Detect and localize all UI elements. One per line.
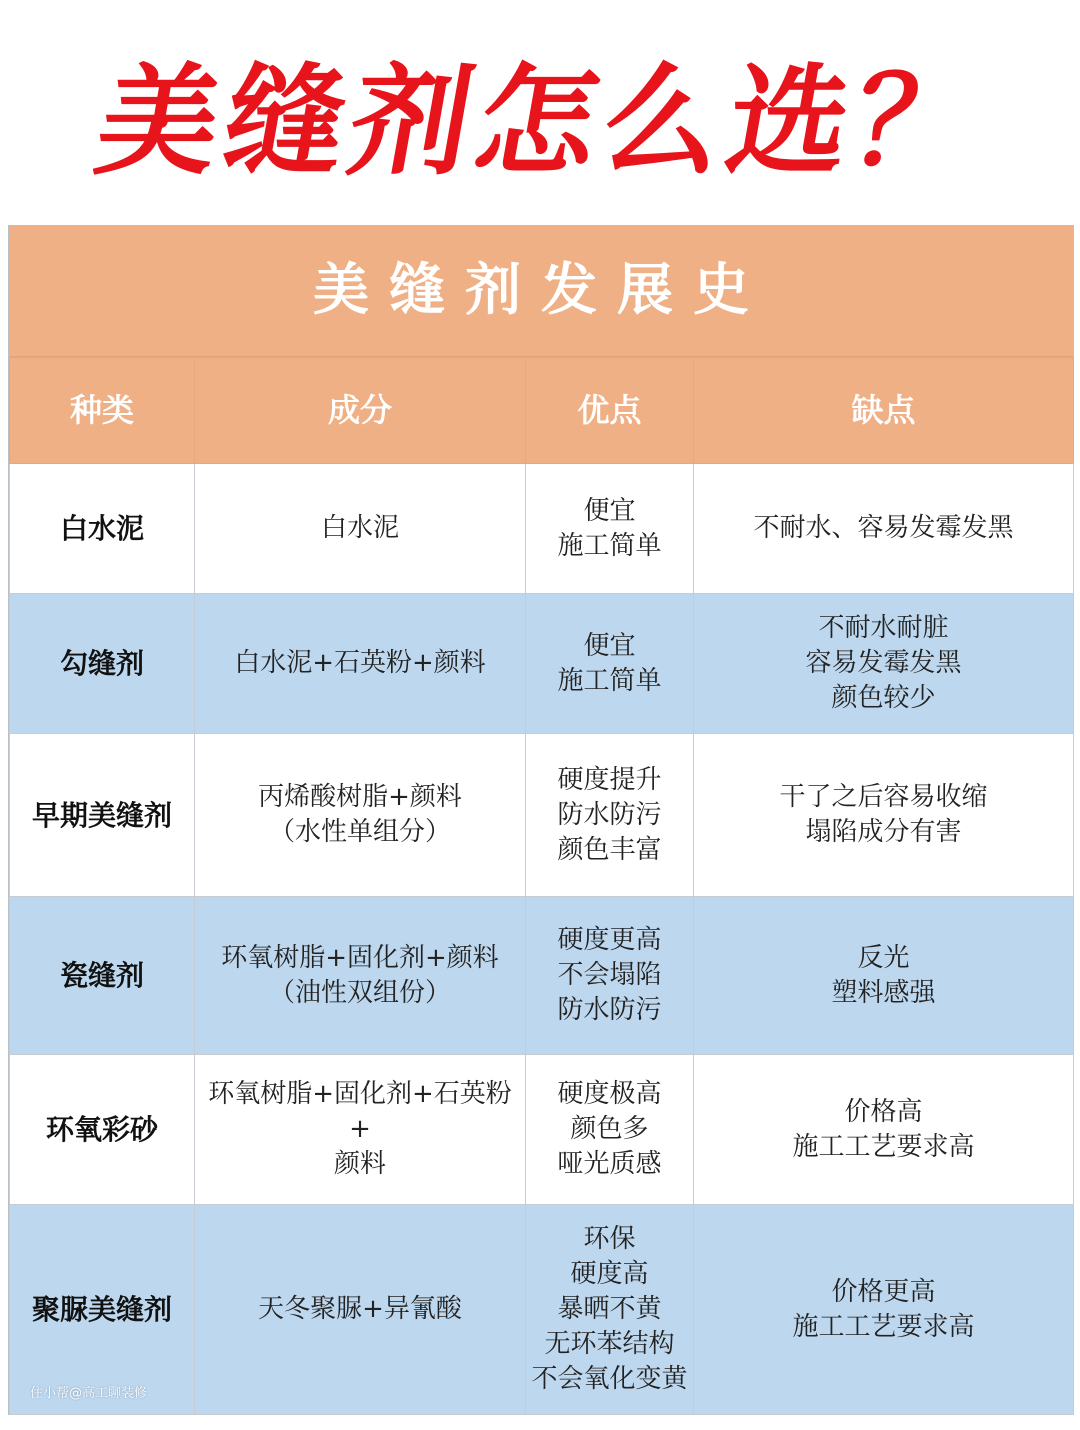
con-line: 干了之后容易收缩 — [779, 782, 988, 812]
cell-cons — [694, 897, 1074, 1055]
cell-pros — [526, 594, 694, 734]
cell-pros — [526, 897, 694, 1055]
header-kind: 种类 — [10, 358, 195, 464]
ingredient-line: （油性双组份） — [268, 977, 451, 1008]
cell-cons — [694, 734, 1074, 897]
pro-line: 颜色多 — [570, 1114, 649, 1144]
comparison-table — [9, 357, 1074, 1415]
cell-pros — [526, 1205, 694, 1415]
ingredient-line: 颜料 — [333, 1149, 386, 1179]
cell-ingredients — [195, 464, 526, 594]
cell-cons — [694, 594, 1074, 734]
con-line: 施工工艺要求高 — [792, 1131, 975, 1162]
pro-line: 硬度高 — [570, 1259, 649, 1289]
table-row — [10, 594, 1074, 734]
ingredient-line: 丙烯酸树脂+颜料 — [258, 782, 462, 812]
cell-pros — [526, 464, 694, 594]
history-table — [8, 225, 1074, 1415]
cell-kind: 环氧彩砂 — [10, 1055, 195, 1205]
con-line: 施工工艺要求高 — [792, 1311, 975, 1342]
cell-cons — [694, 464, 1074, 594]
pro-line: 硬度提升 — [557, 764, 662, 795]
cell-kind: 勾缝剂 — [10, 594, 195, 734]
pro-line: 施工简单 — [557, 530, 662, 561]
cell-pros — [526, 1055, 694, 1205]
table-row — [10, 464, 1074, 594]
pro-line: 颜色丰富 — [557, 834, 662, 865]
ingredient-line: 环氧树脂+固化剂+颜料 — [221, 942, 499, 973]
pro-line: 环保 — [583, 1224, 636, 1254]
pro-line: 不会氧化变黄 — [531, 1364, 688, 1394]
con-line: 不耐水、容易发霉发黑 — [753, 513, 1014, 543]
header-row — [10, 358, 1074, 464]
con-line: 容易发霉发黑 — [805, 648, 962, 678]
header-pros: 优点 — [526, 358, 694, 464]
cell-ingredients — [195, 594, 526, 734]
cell-kind: 聚脲美缝剂 — [10, 1205, 195, 1415]
pro-line: 施工简单 — [557, 665, 662, 696]
cell-cons — [694, 1055, 1074, 1205]
pro-line: 硬度更高 — [557, 925, 662, 955]
cell-kind: 瓷缝剂 — [10, 897, 195, 1055]
con-line: 颜色较少 — [831, 683, 936, 713]
con-line: 塑料感强 — [831, 977, 936, 1008]
cell-ingredients — [195, 1055, 526, 1205]
ingredient-line: 天冬聚脲+异氰酸 — [258, 1294, 462, 1324]
pro-line: 硬度极高 — [557, 1079, 662, 1109]
ingredient-line: 白水泥 — [320, 513, 399, 543]
pro-line: 防水防污 — [557, 799, 662, 830]
cell-ingredients — [195, 1205, 526, 1415]
con-line: 价格高 — [844, 1096, 923, 1127]
cell-pros — [526, 734, 694, 897]
pro-line: 哑光质感 — [557, 1149, 662, 1179]
ingredient-line: （水性单组分） — [268, 817, 451, 847]
ingredient-line: 环氧树脂+固化剂+石英粉+ — [208, 1079, 512, 1144]
header-ingredients: 成分 — [195, 358, 526, 464]
cell-ingredients — [195, 897, 526, 1055]
table-row — [10, 897, 1074, 1055]
con-line: 不耐水耐脏 — [818, 613, 949, 643]
ingredient-line: 白水泥+石英粉+颜料 — [234, 648, 486, 678]
con-line: 价格更高 — [831, 1276, 936, 1307]
pro-line: 防水防污 — [557, 995, 662, 1025]
pro-line: 便宜 — [583, 495, 636, 526]
cell-cons — [694, 1205, 1074, 1415]
page-title: 美缝剂怎么选？ — [86, 53, 994, 192]
cell-ingredients — [195, 734, 526, 897]
pro-line: 无环苯结构 — [544, 1329, 675, 1359]
watermark: 住小帮@高工聊装修 — [30, 1386, 148, 1401]
header-cons: 缺点 — [694, 358, 1074, 464]
table-row — [10, 1205, 1074, 1415]
cell-kind: 早期美缝剂 — [10, 734, 195, 897]
table-title: 美缝剂发展史 — [9, 226, 1073, 357]
con-line: 塌陷成分有害 — [805, 817, 962, 847]
con-line: 反光 — [857, 942, 910, 973]
pro-line: 便宜 — [583, 630, 636, 661]
table-row — [10, 1055, 1074, 1205]
table-row — [10, 734, 1074, 897]
cell-kind: 白水泥 — [10, 464, 195, 594]
pro-line: 暴晒不黄 — [557, 1294, 662, 1324]
pro-line: 不会塌陷 — [557, 960, 662, 990]
